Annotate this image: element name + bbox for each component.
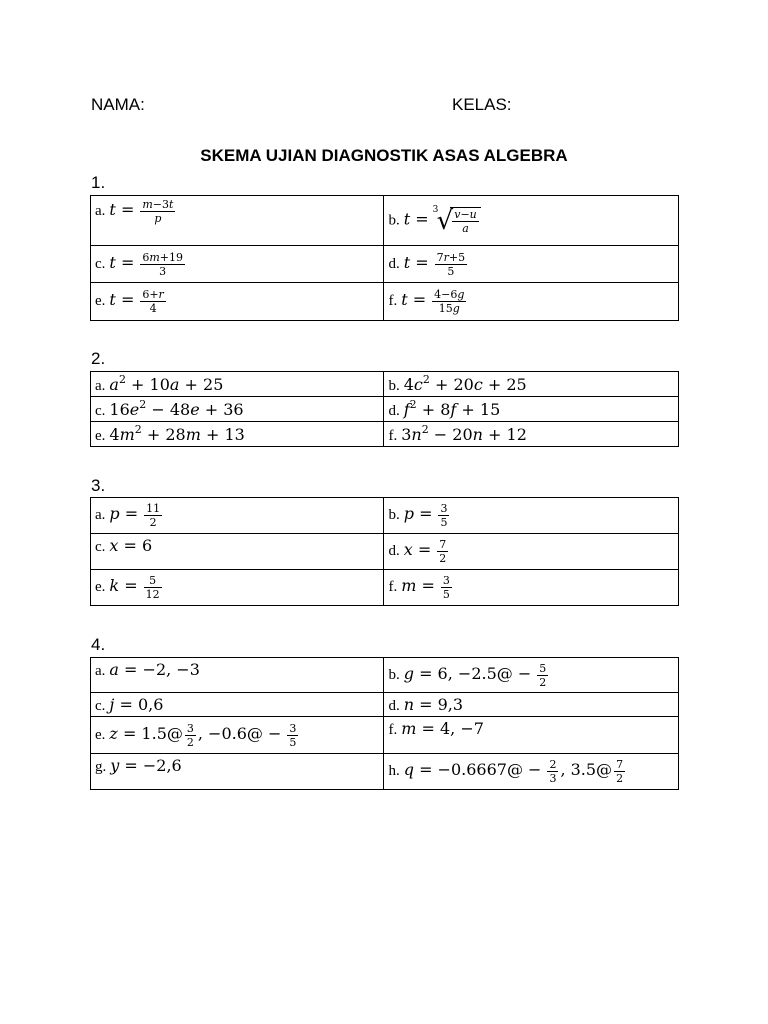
question-3-table <box>90 497 679 606</box>
q3-e-cell: e. 𝑘 = $\frac{5}{12}$ <box>91 570 384 606</box>
table-row <box>91 372 679 397</box>
table-row <box>91 717 679 754</box>
question-2-table <box>90 371 679 447</box>
table-row <box>91 570 679 606</box>
q4-h-cell: h. 𝑞 = −0.6667@ − $\frac{2}{3}$ , 3.5@ $\frac{7}{2}$ <box>384 754 679 790</box>
question-2-number: 2. <box>91 349 106 368</box>
table-row <box>91 196 679 246</box>
q2-d-cell: d. 𝑓$^2$ + 8𝑓 + 15 <box>384 397 679 422</box>
q3-c-cell: c. 𝑥 = 6 <box>91 534 384 570</box>
q1-d-cell: d. 𝑡 = $\frac{\text{7𝑟+5}}{5}$ <box>384 246 679 283</box>
q3-d-cell: d. 𝑥 = $\frac{7}{2}$ <box>384 534 679 570</box>
q4-b-cell: b. 𝑔 = 6, −2.5@ − $\frac{5}{2}$ <box>384 658 679 693</box>
table-row <box>91 246 679 283</box>
table-row <box>91 397 679 422</box>
q4-d-cell: d. 𝑛 = 9,3 <box>384 693 679 717</box>
q2-c-cell: c. 16𝑒$^2$ − 48𝑒 + 36 <box>91 397 384 422</box>
table-row <box>91 754 679 790</box>
table-row <box>91 422 679 447</box>
q4-g-cell: g. 𝑦 = −2,6 <box>91 754 384 790</box>
table-row <box>91 658 679 693</box>
table-row <box>91 693 679 717</box>
q1-a-cell: a. 𝑡 = $\frac{\text{𝑚−3𝑡}}{\text{𝑝}}$ <box>91 196 384 246</box>
q4-e-cell: e. 𝑧 = 1.5@ $\frac{3}{2}$ , −0.6@ − $\frac{3}{5}$ <box>91 717 384 754</box>
question-1-number: 1. <box>91 173 106 192</box>
q4-a-cell: a. 𝑎 = −2, −3 <box>91 658 384 693</box>
nama-label: NAMA: <box>91 95 145 114</box>
q2-b-cell: b. 4𝑐$^2$ + 20𝑐 + 25 <box>384 372 679 397</box>
table-row <box>91 534 679 570</box>
table-row <box>91 498 679 534</box>
fraction: $\frac{\text{𝑚−3𝑡}}{\text{𝑝}}$ <box>142 198 174 225</box>
q1-e-cell: e. 𝑡 = $\frac{\text{6+𝑟}}{4}$ <box>91 283 384 321</box>
q3-f-cell: f. 𝑚 = $\frac{3}{5}$ <box>384 570 679 606</box>
q2-a-cell: a. 𝑎$^2$ + 10𝑎 + 25 <box>91 372 384 397</box>
question-4-number: 4. <box>91 635 106 654</box>
q4-c-cell: c. 𝑗 = 0,6 <box>91 693 384 717</box>
q3-a-cell: a. 𝑝 = $\frac{11}{2}$ <box>91 498 384 534</box>
q2-f-cell: f. 3𝑛$^2$ − 20𝑛 + 12 <box>384 422 679 447</box>
table-row <box>91 283 679 321</box>
question-4-table <box>90 657 679 790</box>
cube-root: 3 √ $\frac{\text{𝑣−𝑢}}{\text{𝑎}}$ <box>433 207 481 235</box>
q4-f-cell: f. 𝑚 = 4, −7 <box>384 717 679 754</box>
question-3-number: 3. <box>91 476 106 495</box>
q2-e-cell: e. 4𝑚$^2$ + 28𝑚 + 13 <box>91 422 384 447</box>
q1-c-cell: c. 𝑡 = $\frac{\text{6𝑚+19}}{3}$ <box>91 246 384 283</box>
kelas-label: KELAS: <box>452 95 512 114</box>
page-title: SKEMA UJIAN DIAGNOSTIK ASAS ALGEBRA <box>200 146 568 165</box>
q1-b-cell: b. 𝑡 = 3 √ $\frac{\text{𝑣−𝑢}}{\text{𝑎}}$ <box>384 196 679 246</box>
q1-f-cell: f. 𝑡 = $\frac{\text{4−6𝑔}}{\text{15𝑔}}$ <box>384 283 679 321</box>
question-1-table <box>90 195 679 321</box>
q3-b-cell: b. 𝑝 = $\frac{3}{5}$ <box>384 498 679 534</box>
